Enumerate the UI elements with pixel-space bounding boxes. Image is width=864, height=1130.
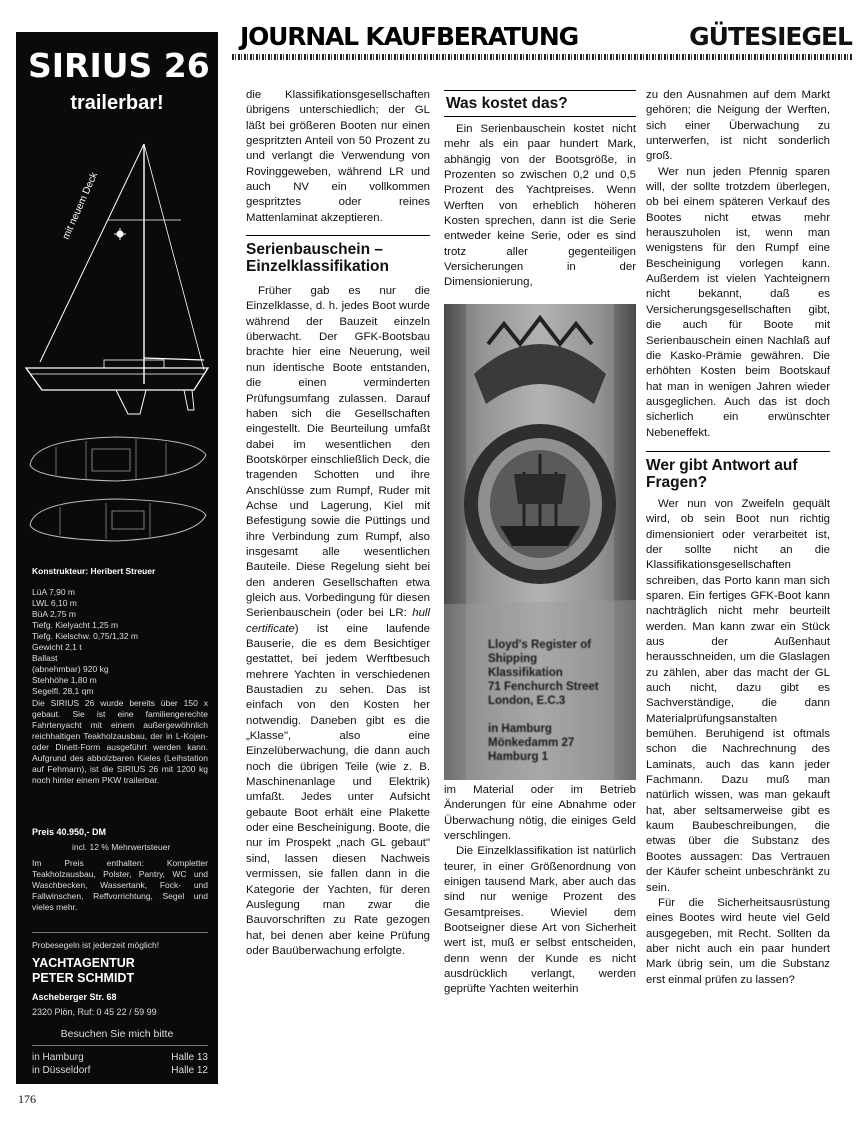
section-heading-wer-gibt-antwort: Wer gibt Antwort auf Fragen? — [646, 451, 830, 494]
header-rule — [232, 54, 852, 60]
ad-divider — [32, 1045, 208, 1046]
deck-plan-illustrations — [16, 417, 218, 557]
spec-line: Segelfl. 28,1 qm — [32, 686, 94, 696]
paragraph: Die Einzelklassifikation ist natürlich teurer, in einer Größenordnung von einigen tausend Mark, aber auch das sind nur wenige Prozent des Gesamtpreises. Wieviel dem Bootseigner diese Art von Sicherheit wert ist, muß er selbst entscheiden, denn wenn der Kunde es nicht ausdrücklich verlangt, werden geprüfte Yachten weiterhin — [444, 845, 636, 996]
inscription-line: 71 Fenchurch Street — [488, 681, 599, 693]
location-city: in Hamburg — [32, 1052, 84, 1063]
spec-line: Stehhöhe 1,80 m — [32, 675, 97, 685]
location-hall: Halle 12 — [171, 1065, 208, 1076]
ad-location-duesseldorf — [32, 1065, 208, 1076]
paragraph-text: ) ist eine laufende Bauserie, die es dem Besichtiger gestattet, bei jedem Werftbesuch mehrere Yachten in verschiedenen Baustadien zu sehen. Das ist einfach von den Kosten her notwendig. Daneben gibt es die „Klasse", also eine Einzelüberwachung, die dann auch noch die übrigen Teile (wie z. B. Maschinenanlage und Elektrik) umfaßt. Jedes unter Aufsicht gebaute Boot erhält eine Plakette oder eine Bescheinigung. Boote, die nur im Prospekt „nach GL gebaut" sind, lassen diesen Nachweis vermissen, sie fallen dann in die Kategorie der Yachten, für deren Auslegung man zwar die Bauvorschriften zu Rate gezogen hat, bei denen aber keine Prüfung oder Bauüberwachung erfolgte. — [246, 622, 430, 957]
paragraph-text: Früher gab es nur die Einzelklasse, d. h. jedes Boot wurde während der Bauzeit einzeln überwacht. Der GFK-Bootsbau brachte hier eine Neuerung, weil nun identische Boote entstanden, die einen verminderten Prüfungsumfang zulassen. Darauf haben sich die Gesellschaften eingestellt. Die Beurteilung umfaßt dabei im wesentlichen den Bootskörper einschließlich Deck, die tragenden Schotten und ihre Anschlüsse zum Rumpf, Ruder mit Achse und Lagerung, Kiel mit Befestigung sowie die Püttings und ihre Verbindung zum Rumpf, also insgesamt alle wesentlichen Bauteile. Diese Regelung sieht bei den anderen Gesellschaften etwa gleich aus. Vorbedingung für diesen Serienbauschein (oder bei LR: — [246, 285, 430, 620]
paragraph: im Material oder im Betrieb Änderungen für eine Abnahme oder Überwachung nötig, die einiges Geld verschlingen. — [444, 784, 636, 843]
header-title: JOURNAL KAUFBERATUNG — [240, 22, 578, 51]
paragraph — [246, 284, 430, 959]
spec-line: Tiefg. Kielschw. 0,75/1,32 m — [32, 631, 138, 641]
spec-line: Tiefg. Kielyacht 1,25 m — [32, 620, 119, 630]
ad-street: Ascheberger Str. 68 — [32, 992, 117, 1002]
deck-note: mit neuem Deck — [60, 170, 101, 242]
section-heading-serienbauschein: Serienbauschein – Einzelklassifikation — [246, 235, 430, 278]
ad-city-phone: 2320 Plön, Ruf: 0 45 22 / 59 99 — [32, 1007, 157, 1017]
ad-title: SIRIUS 26 — [28, 46, 210, 85]
inscription-line: Hamburg 1 — [488, 751, 549, 763]
inscription-line: Klassifikation — [488, 667, 563, 679]
inscription-spacer — [488, 708, 599, 722]
emphasis-hull-certificate: hull certificate — [246, 607, 430, 635]
paragraph: Ein Serienbauschein kostet nicht mehr als ein paar hundert Mark, abhängig von der Bootsgröße, in Prozenten so zwischen 0,2 und 0,5 Prozent des Yachtpreises. Wenn Werften von erheblich höheren Kosten sprechen, dann ist die Serie entweder keine Serie, oder es sind trotz aller gegenteiligen Versicherungen in der Dimensionierung, — [444, 123, 636, 289]
ad-address — [32, 990, 157, 1020]
spec-line: BüA 2,75 m — [32, 609, 76, 619]
agency-line-2: PETER SCHMIDT — [32, 971, 135, 985]
ad-price: Preis 40.950,- DM — [32, 827, 107, 837]
ad-visit-note: Besuchen Sie mich bitte — [60, 1028, 174, 1040]
plaque-inscription — [488, 638, 599, 764]
ad-divider — [32, 932, 208, 933]
location-hall: Halle 13 — [171, 1052, 208, 1063]
ad-agency-name — [32, 956, 135, 986]
paragraph: zu den Ausnahmen auf dem Markt gehören; die Neigung der Werften, sich einer Überwachung zu unterwerfen, ist nicht sonderlich groß. — [646, 89, 830, 163]
inscription-line: Shipping — [488, 653, 538, 665]
ad-description: Die SIRIUS 26 wurde bereits über 150 x gebaut. Sie ist eine familiengerechte Fahrtenyacht mit einem außergewöhnlich reichhaltigen Teakholzausbau, der in L-Kojen- oder Dinett-Form ausgeführt werden kann. Aufgrund des abbolzbaren Kieles (Leihstation auf Fehmarn), ist die SIRIUS 26 mit 1200 kg noch hinter einem PKW trailerbar. — [32, 698, 208, 785]
spec-line: Ballast — [32, 653, 58, 663]
paragraph: die Klassifikationsgesellschaften übrigens unterschiedlich; der GL läßt bei größeren Booten nur einen gespritzten Anteil von 50 Prozent zu und verlangt die Verwendung von Rovinggeweben, während LR und auch NV ein vollkommen gespritztes oder reines Mattenlaminat akzeptieren. — [246, 89, 430, 224]
ad-vat-note: incl. 12 % Mehrwertsteuer — [72, 842, 171, 852]
article-column-2-bottom — [444, 783, 636, 998]
article-column-2-top — [444, 90, 636, 291]
agency-line-1: YACHTAGENTUR — [32, 956, 135, 970]
sailboat-illustration — [16, 122, 218, 417]
ad-test-sail-note: Probesegeln ist jederzeit möglich! — [32, 940, 160, 950]
header-seal: GÜTESIEGEL — [689, 22, 852, 51]
page-number: 176 — [18, 1092, 36, 1106]
paragraph: Wer nun von Zweifeln gequält wird, ob sein Boot nun richtig dimensioniert oder verarbeitet ist, der sollte nicht an die Klassifikationsgesellschaften schreiben, das Porto kann man sich sparen. Ein fertiges GFK-Boot kann nachträglich nicht mehr beurteilt werden. Man kann zwar ein Stück aus der Außenhaut herausschneiden, um die Glaslagen zu zählen, aber das macht der GL auch nicht, dazu gibt es Sachverständige, die dann Materialprüfungsanstalten bemühen. Beruhigend ist oftmals schon die Nachrechnung des Laminats, auch das kann jeder Fachmann. Dazu muß man natürlich wissen, was man gekauft hat, aber seltsamerweise gibt es kaum Baubeschreibungen, die etwas über die Substanz des Bootes aussagen: Das Vertrauen der Käufer scheint unbeschränkt zu sein. — [646, 497, 830, 894]
paragraph: Für die Sicherheitsausrüstung eines Bootes wird heute viel Geld ausgegeben, mit Recht. Sollten da aber nicht auch ein paar hundert Mark übrig sein, um die Substanz erst einmal prüfen zu lassen? — [646, 896, 830, 986]
section-heading-was-kostet: Was kostet das? — [444, 90, 636, 117]
spec-line: LWL 6,10 m — [32, 598, 77, 608]
inscription-line: London, E.C.3 — [488, 695, 566, 707]
spec-line: LüA 7,90 m — [32, 587, 76, 597]
ad-designer: Konstrukteur: Heribert Streuer — [32, 566, 156, 576]
paragraph: Wer nun jeden Pfennig sparen will, der sollte trotzdem überlegen, ob bei einem späteren Verkauf des Bootes nicht etwas mehr herauszuholen ist, wenn man wenigstens für den Rumpf eine Bescheinigung vorlegen kann. Außerdem ist vielen Yachteignern nicht bekannt, daß es Versicherungsgesellschaften gibt, die auch für Boote mit Serienbauschein einen Nachlaß auf die Kasko-Prämie gewähren. Die erhöhten Kosten beim Bootskauf hat man in wenigen Jahren wieder ausgeglichen. Auch das ist doch sicherlich ein erwünschter Nebeneffekt. — [646, 165, 830, 439]
ad-specs — [32, 587, 212, 697]
inscription-line: Lloyd's Register of — [488, 639, 592, 651]
journal-header — [232, 22, 852, 62]
spec-line: (abnehmbar) 920 kg — [32, 664, 109, 674]
ad-subtitle: trailerbar! — [70, 92, 164, 114]
location-city: in Düsseldorf — [32, 1065, 91, 1076]
inscription-line: Mönkedamm 27 — [488, 737, 575, 749]
sirius-advertisement — [16, 32, 218, 1084]
ad-location-hamburg — [32, 1052, 208, 1063]
article-column-3 — [646, 88, 830, 988]
article-column-1 — [246, 88, 430, 959]
spec-line: Gewicht 2,1 t — [32, 642, 82, 652]
lloyds-register-plaque-photo — [444, 304, 636, 780]
inscription-line: in Hamburg — [488, 723, 552, 735]
ad-included-items: Im Preis enthalten: Kompletter Teakholzausbau, Polster, Pantry, WC und Waschbecken, Wassertank, Fock- und Fallwinschen, Reffvorrichtung, Segel und vieles mehr. — [32, 858, 208, 912]
